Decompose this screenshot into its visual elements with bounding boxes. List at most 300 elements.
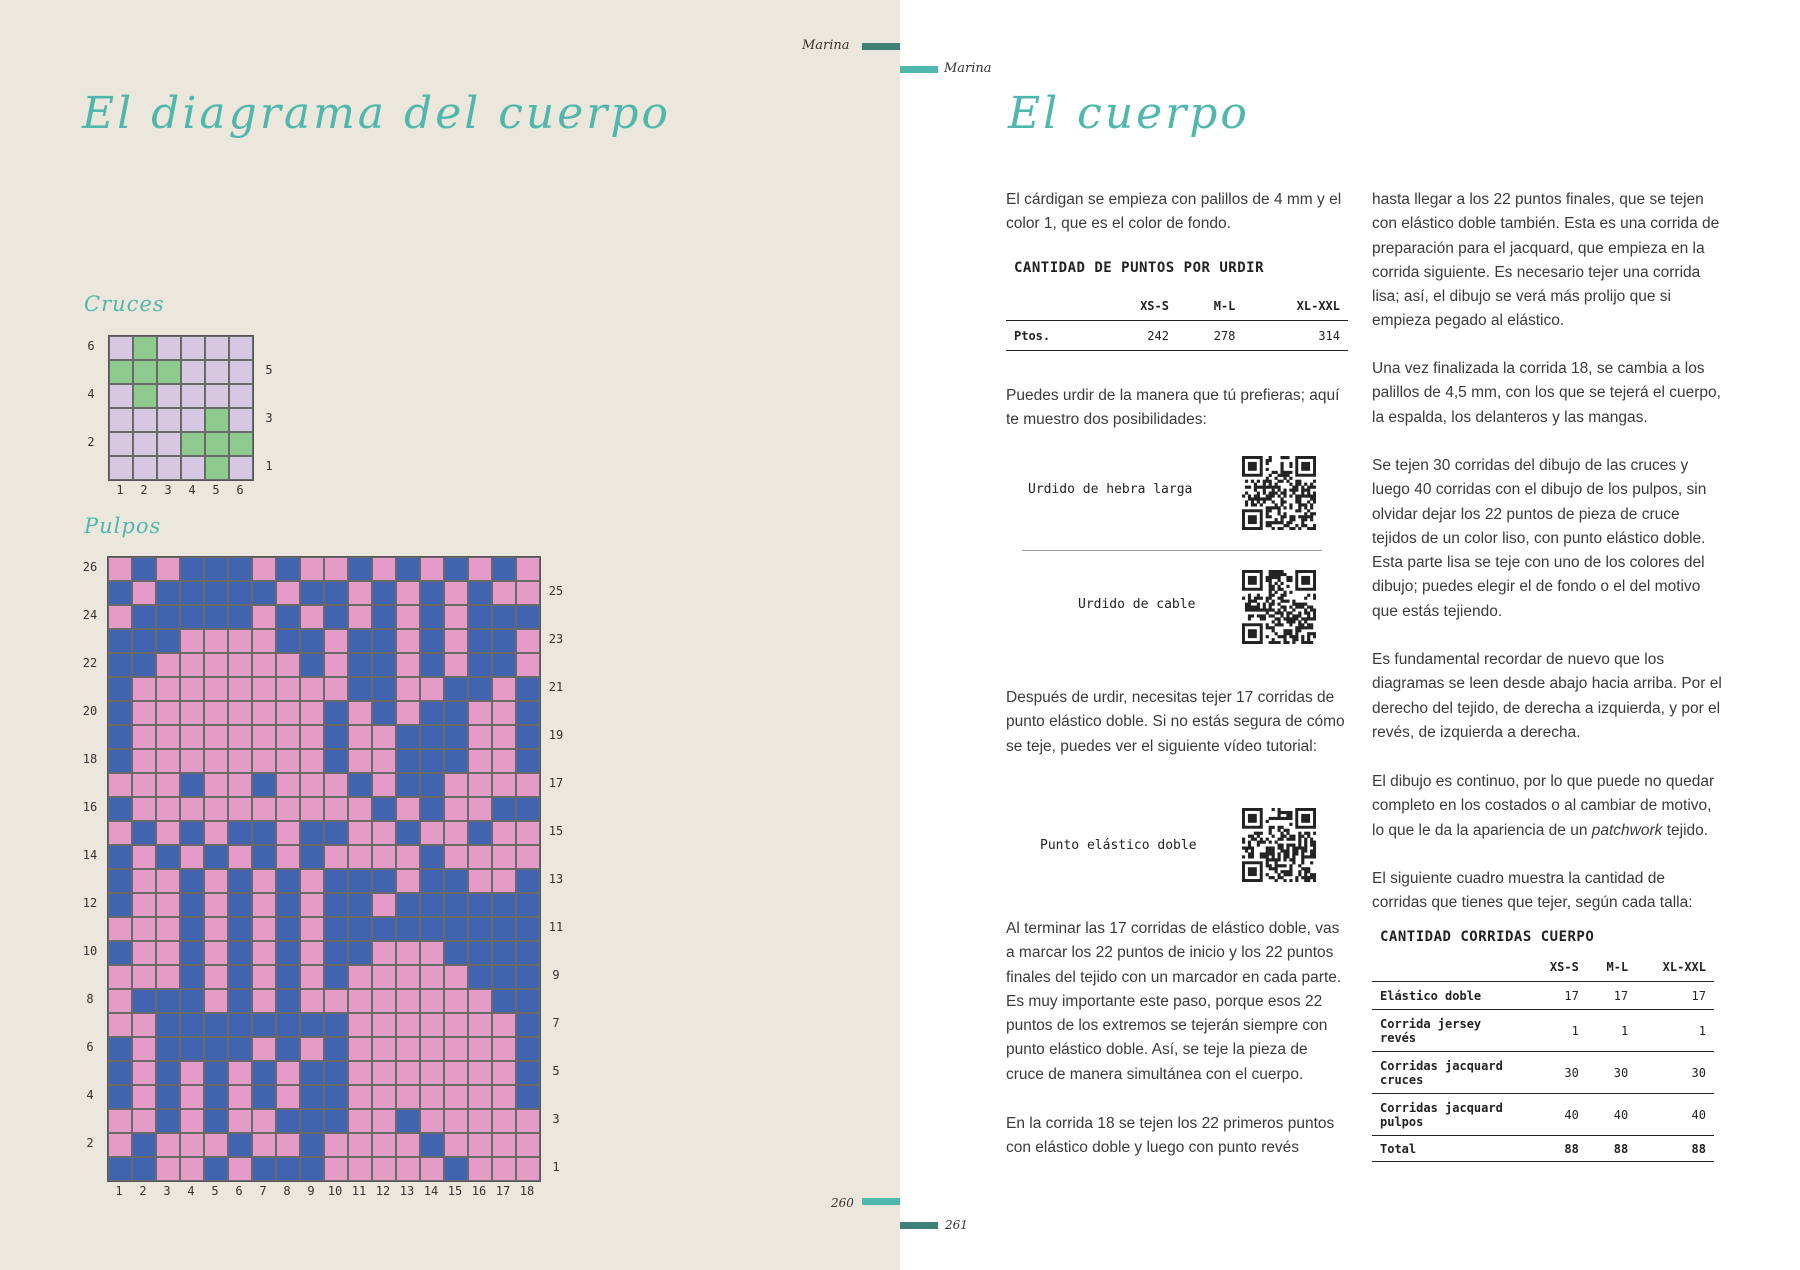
- pulpos-stitch: [252, 1061, 276, 1085]
- pulpos-stitch: [516, 653, 540, 677]
- cruces-stitch: [157, 360, 181, 384]
- cruces-stitch: [133, 432, 157, 456]
- divider: [1022, 550, 1322, 551]
- pulpos-stitch: [300, 653, 324, 677]
- paragraph: Es fundamental recordar de nuevo que los diagramas se leen desde abajo hacia arriba. Por el derecho del tejido, de derecha a izquierda, y por el revés, de izquierda a derecha.: [1372, 651, 1722, 741]
- pulpos-stitch: [180, 1085, 204, 1109]
- row-number: 10: [82, 944, 98, 958]
- pulpos-stitch: [444, 1085, 468, 1109]
- row-number: 23: [548, 632, 564, 646]
- page-title: El diagrama del cuerpo: [82, 88, 671, 139]
- pulpos-stitch: [180, 677, 204, 701]
- pulpos-stitch: [420, 941, 444, 965]
- pulpos-stitch: [132, 845, 156, 869]
- pulpos-stitch: [132, 677, 156, 701]
- table-header: XS-S: [1549, 960, 1579, 974]
- pulpos-stitch: [228, 581, 252, 605]
- pulpos-stitch: [252, 701, 276, 725]
- pulpos-stitch: [324, 965, 348, 989]
- pulpos-stitch: [396, 1109, 420, 1133]
- pulpos-stitch: [300, 941, 324, 965]
- pulpos-stitch: [492, 1085, 516, 1109]
- running-head: Marina: [802, 38, 850, 53]
- pulpos-stitch: [204, 1061, 228, 1085]
- pulpos-stitch: [444, 773, 468, 797]
- pulpos-stitch: [468, 725, 492, 749]
- pulpos-stitch: [228, 1133, 252, 1157]
- cruces-stitch: [229, 408, 253, 432]
- pulpos-stitch: [204, 557, 228, 581]
- pulpos-stitch: [444, 557, 468, 581]
- pulpos-stitch: [156, 1157, 180, 1181]
- cruces-stitch: [109, 384, 133, 408]
- pulpos-stitch: [468, 821, 492, 845]
- pulpos-stitch: [396, 989, 420, 1013]
- pulpos-stitch: [276, 797, 300, 821]
- pulpos-stitch: [420, 557, 444, 581]
- pulpos-stitch: [516, 629, 540, 653]
- pulpos-stitch: [180, 629, 204, 653]
- pulpos-stitch: [228, 941, 252, 965]
- pulpos-stitch: [372, 749, 396, 773]
- pulpos-stitch: [180, 869, 204, 893]
- column-number: 3: [164, 483, 172, 497]
- pulpos-stitch: [156, 725, 180, 749]
- cruces-stitch: [157, 336, 181, 360]
- pulpos-stitch: [228, 605, 252, 629]
- pulpos-stitch: [132, 605, 156, 629]
- pulpos-stitch: [156, 581, 180, 605]
- pulpos-stitch: [516, 821, 540, 845]
- pulpos-stitch: [468, 773, 492, 797]
- pulpos-stitch: [348, 869, 372, 893]
- pulpos-stitch: [252, 941, 276, 965]
- running-head-bar: [862, 43, 900, 50]
- pulpos-stitch: [492, 845, 516, 869]
- pulpos-stitch: [180, 1133, 204, 1157]
- cruces-stitch: [109, 336, 133, 360]
- pulpos-stitch: [132, 581, 156, 605]
- pulpos-stitch: [156, 821, 180, 845]
- pulpos-stitch: [204, 989, 228, 1013]
- pulpos-stitch: [204, 1037, 228, 1061]
- pulpos-stitch: [420, 965, 444, 989]
- cruces-grid: [108, 335, 254, 481]
- cruces-stitch: [181, 384, 205, 408]
- pulpos-stitch: [348, 557, 372, 581]
- pulpos-stitch: [444, 893, 468, 917]
- row-label: Elástico doble: [1380, 988, 1482, 1003]
- pulpos-stitch: [156, 653, 180, 677]
- cruces-title: Cruces: [84, 292, 165, 316]
- pulpos-stitch: [324, 605, 348, 629]
- pulpos-stitch: [132, 893, 156, 917]
- row-number: 4: [87, 387, 95, 401]
- pulpos-stitch: [492, 941, 516, 965]
- pulpos-stitch: [204, 653, 228, 677]
- pulpos-stitch: [396, 749, 420, 773]
- pulpos-stitch: [156, 845, 180, 869]
- page-number: 261: [945, 1218, 968, 1232]
- pulpos-stitch: [180, 989, 204, 1013]
- paragraph: El siguiente cuadro muestra la cantidad de corridas que tienes que tejer, según cada talla:: [1372, 870, 1693, 912]
- pulpos-stitch: [468, 845, 492, 869]
- pulpos-stitch: [348, 989, 372, 1013]
- pulpos-stitch: [396, 1157, 420, 1181]
- pulpos-stitch: [348, 773, 372, 797]
- pulpos-stitch: [228, 797, 252, 821]
- qr-code-icon[interactable]: [1242, 808, 1316, 882]
- pulpos-stitch: [156, 917, 180, 941]
- paragraph: Una vez finalizada la corrida 18, se cambia a los palillos de 4,5 mm, con los que se tejerá el cuerpo, la espalda, los delanteros y las mangas.: [1372, 360, 1721, 426]
- row-number: 1: [552, 1160, 560, 1174]
- pulpos-title: Pulpos: [84, 514, 162, 538]
- table-header: XL-XXL: [1662, 960, 1706, 974]
- pulpos-stitch: [276, 1157, 300, 1181]
- cruces-stitch: [109, 456, 133, 480]
- pulpos-stitch: [444, 629, 468, 653]
- pulpos-stitch: [252, 965, 276, 989]
- pulpos-stitch: [396, 1133, 420, 1157]
- pulpos-stitch: [348, 605, 372, 629]
- pulpos-stitch: [492, 965, 516, 989]
- pulpos-stitch: [276, 1061, 300, 1085]
- pulpos-stitch: [180, 941, 204, 965]
- pulpos-stitch: [468, 1013, 492, 1037]
- pulpos-stitch: [420, 1061, 444, 1085]
- pulpos-stitch: [252, 1109, 276, 1133]
- column-number: 17: [495, 1184, 511, 1198]
- pulpos-stitch: [516, 1037, 540, 1061]
- column-number: 7: [259, 1184, 267, 1198]
- pulpos-stitch: [204, 1109, 228, 1133]
- pulpos-stitch: [324, 845, 348, 869]
- cruces-stitch: [181, 408, 205, 432]
- pulpos-stitch: [516, 725, 540, 749]
- column-number: 6: [236, 483, 244, 497]
- pulpos-stitch: [228, 749, 252, 773]
- pulpos-stitch: [204, 845, 228, 869]
- column-number: 1: [115, 1184, 123, 1198]
- pulpos-stitch: [108, 797, 132, 821]
- row-label: Ptos.: [1014, 328, 1051, 343]
- pulpos-stitch: [300, 581, 324, 605]
- pulpos-stitch: [300, 605, 324, 629]
- pulpos-stitch: [372, 989, 396, 1013]
- pulpos-stitch: [372, 725, 396, 749]
- pulpos-stitch: [228, 1061, 252, 1085]
- pulpos-grid: [107, 556, 541, 1182]
- urdir-table: [1006, 292, 1348, 351]
- pulpos-stitch: [516, 893, 540, 917]
- pulpos-stitch: [300, 869, 324, 893]
- pulpos-stitch: [324, 725, 348, 749]
- pulpos-stitch: [180, 749, 204, 773]
- row-number: 20: [82, 704, 98, 718]
- pulpos-stitch: [132, 1157, 156, 1181]
- pulpos-stitch: [468, 1133, 492, 1157]
- pulpos-stitch: [324, 1085, 348, 1109]
- pulpos-stitch: [300, 893, 324, 917]
- pulpos-stitch: [468, 1157, 492, 1181]
- pulpos-stitch: [348, 1085, 372, 1109]
- pulpos-stitch: [108, 653, 132, 677]
- pulpos-stitch: [372, 917, 396, 941]
- pulpos-stitch: [516, 1061, 540, 1085]
- pulpos-stitch: [276, 989, 300, 1013]
- pulpos-stitch: [108, 1037, 132, 1061]
- row-number: 12: [82, 896, 98, 910]
- pulpos-stitch: [348, 941, 372, 965]
- pulpos-stitch: [132, 629, 156, 653]
- pulpos-stitch: [420, 893, 444, 917]
- pulpos-stitch: [516, 1109, 540, 1133]
- pulpos-stitch: [276, 629, 300, 653]
- pulpos-stitch: [252, 605, 276, 629]
- pulpos-stitch: [420, 701, 444, 725]
- pulpos-stitch: [276, 917, 300, 941]
- pulpos-stitch: [132, 701, 156, 725]
- pulpos-stitch: [324, 677, 348, 701]
- pulpos-stitch: [492, 581, 516, 605]
- pulpos-stitch: [132, 1109, 156, 1133]
- pulpos-stitch: [132, 989, 156, 1013]
- pulpos-stitch: [324, 821, 348, 845]
- pulpos-stitch: [156, 1085, 180, 1109]
- column-number: 3: [163, 1184, 171, 1198]
- pulpos-stitch: [180, 1157, 204, 1181]
- right-page: [900, 0, 1800, 1270]
- pulpos-stitch: [420, 917, 444, 941]
- row-number: 17: [548, 776, 564, 790]
- pulpos-stitch: [108, 965, 132, 989]
- pulpos-stitch: [372, 869, 396, 893]
- column-number: 4: [187, 1184, 195, 1198]
- pulpos-stitch: [396, 1013, 420, 1037]
- pulpos-stitch: [420, 1133, 444, 1157]
- pulpos-stitch: [180, 1109, 204, 1133]
- pulpos-stitch: [108, 629, 132, 653]
- pulpos-stitch: [108, 845, 132, 869]
- pulpos-stitch: [468, 605, 492, 629]
- pulpos-stitch: [516, 557, 540, 581]
- pulpos-stitch: [348, 1013, 372, 1037]
- folio-bar: [900, 1222, 938, 1229]
- cruces-stitch: [133, 456, 157, 480]
- qr-label: Urdido de hebra larga: [1028, 482, 1193, 497]
- table-cell: 40: [1564, 1107, 1579, 1122]
- row-number: 6: [86, 1040, 94, 1054]
- row-number: 22: [82, 656, 98, 670]
- pulpos-stitch: [420, 1085, 444, 1109]
- pulpos-stitch: [204, 581, 228, 605]
- row-number: 21: [548, 680, 564, 694]
- pulpos-stitch: [324, 869, 348, 893]
- pulpos-stitch: [180, 821, 204, 845]
- pulpos-stitch: [156, 893, 180, 917]
- running-head-bar: [900, 66, 938, 73]
- pulpos-stitch: [252, 629, 276, 653]
- row-number: 9: [552, 968, 560, 982]
- pulpos-stitch: [516, 989, 540, 1013]
- pulpos-stitch: [420, 797, 444, 821]
- pulpos-stitch: [444, 605, 468, 629]
- pulpos-stitch: [228, 965, 252, 989]
- pulpos-stitch: [516, 917, 540, 941]
- pulpos-stitch: [156, 629, 180, 653]
- table-cell: 30: [1564, 1065, 1579, 1080]
- pulpos-stitch: [372, 1157, 396, 1181]
- table-cell: 1: [1620, 1023, 1629, 1038]
- pulpos-stitch: [300, 797, 324, 821]
- pulpos-stitch: [156, 1109, 180, 1133]
- pulpos-stitch: [492, 797, 516, 821]
- pulpos-stitch: [300, 845, 324, 869]
- pulpos-stitch: [372, 797, 396, 821]
- pulpos-stitch: [252, 677, 276, 701]
- pulpos-stitch: [108, 557, 132, 581]
- pulpos-stitch: [396, 821, 420, 845]
- qr-code-icon[interactable]: [1242, 456, 1316, 530]
- pulpos-stitch: [372, 773, 396, 797]
- pulpos-stitch: [300, 1109, 324, 1133]
- pulpos-stitch: [228, 1109, 252, 1133]
- pulpos-stitch: [108, 1085, 132, 1109]
- row-number: 4: [86, 1088, 94, 1102]
- row-number: 16: [82, 800, 98, 814]
- pulpos-stitch: [492, 629, 516, 653]
- pulpos-stitch: [372, 941, 396, 965]
- pulpos-stitch: [204, 893, 228, 917]
- pulpos-stitch: [444, 1157, 468, 1181]
- cruces-stitch: [157, 384, 181, 408]
- pulpos-stitch: [276, 965, 300, 989]
- column-number: 12: [375, 1184, 391, 1198]
- cruces-stitch: [133, 408, 157, 432]
- pulpos-stitch: [228, 1013, 252, 1037]
- column-number: 6: [235, 1184, 243, 1198]
- row-number: 15: [548, 824, 564, 838]
- pulpos-stitch: [444, 965, 468, 989]
- pulpos-stitch: [204, 941, 228, 965]
- pulpos-stitch: [372, 845, 396, 869]
- pulpos-stitch: [372, 1133, 396, 1157]
- pulpos-stitch: [156, 1133, 180, 1157]
- emphasis: patchwork: [1591, 821, 1663, 839]
- pulpos-stitch: [132, 917, 156, 941]
- row-number: 5: [265, 363, 273, 377]
- pulpos-stitch: [252, 1037, 276, 1061]
- pulpos-stitch: [156, 557, 180, 581]
- pulpos-stitch: [420, 773, 444, 797]
- pulpos-stitch: [108, 677, 132, 701]
- pulpos-stitch: [468, 629, 492, 653]
- pulpos-stitch: [492, 605, 516, 629]
- pulpos-stitch: [228, 1157, 252, 1181]
- pulpos-stitch: [228, 557, 252, 581]
- pulpos-stitch: [156, 965, 180, 989]
- pulpos-stitch: [348, 1157, 372, 1181]
- pulpos-stitch: [324, 629, 348, 653]
- cruces-stitch: [229, 432, 253, 456]
- pulpos-stitch: [276, 869, 300, 893]
- pulpos-stitch: [516, 749, 540, 773]
- column-number: 18: [519, 1184, 535, 1198]
- row-number: 14: [82, 848, 98, 862]
- pulpos-stitch: [252, 845, 276, 869]
- pulpos-stitch: [180, 605, 204, 629]
- pulpos-stitch: [396, 629, 420, 653]
- pulpos-stitch: [396, 725, 420, 749]
- pulpos-stitch: [348, 1133, 372, 1157]
- cruces-stitch: [229, 360, 253, 384]
- cruces-stitch: [205, 432, 229, 456]
- pulpos-stitch: [132, 965, 156, 989]
- pulpos-stitch: [204, 605, 228, 629]
- pulpos-stitch: [132, 557, 156, 581]
- pulpos-stitch: [108, 941, 132, 965]
- table-cell: 17: [1691, 988, 1706, 1003]
- column-number: 2: [139, 1184, 147, 1198]
- pulpos-stitch: [372, 1109, 396, 1133]
- pulpos-stitch: [324, 749, 348, 773]
- pulpos-stitch: [108, 725, 132, 749]
- cruces-stitch: [181, 360, 205, 384]
- pulpos-stitch: [348, 1109, 372, 1133]
- pulpos-stitch: [180, 1037, 204, 1061]
- pulpos-stitch: [204, 917, 228, 941]
- pulpos-stitch: [108, 1061, 132, 1085]
- pulpos-stitch: [204, 677, 228, 701]
- pulpos-stitch: [300, 989, 324, 1013]
- pulpos-stitch: [204, 773, 228, 797]
- pulpos-stitch: [300, 917, 324, 941]
- pulpos-stitch: [420, 1037, 444, 1061]
- cruces-stitch: [205, 408, 229, 432]
- qr-code-icon[interactable]: [1242, 570, 1316, 644]
- pulpos-stitch: [372, 605, 396, 629]
- paragraph: Al terminar las 17 corridas de elástico doble, vas a marcar los 22 puntos de inicio y los 22 puntos finales del tejido con un marcador en cada parte. Es muy importante este paso, porque esos 22 puntos de los extremos se tejerán siempre con punto elástico doble. Así, se teje la pieza de cruce de manera simultánea con el cuerpo.: [1006, 920, 1342, 1083]
- pulpos-stitch: [276, 821, 300, 845]
- pulpos-stitch: [492, 1037, 516, 1061]
- pulpos-stitch: [300, 725, 324, 749]
- pulpos-stitch: [348, 821, 372, 845]
- row-label: Corridas jacquard pulpos: [1380, 1100, 1503, 1129]
- pulpos-stitch: [420, 605, 444, 629]
- pulpos-stitch: [300, 821, 324, 845]
- row-number: 5: [552, 1064, 560, 1078]
- pulpos-stitch: [324, 581, 348, 605]
- pulpos-stitch: [108, 581, 132, 605]
- pulpos-stitch: [372, 965, 396, 989]
- pulpos-stitch: [324, 1109, 348, 1133]
- pulpos-stitch: [132, 821, 156, 845]
- pulpos-stitch: [204, 1157, 228, 1181]
- pulpos-stitch: [468, 581, 492, 605]
- pulpos-stitch: [516, 1157, 540, 1181]
- pulpos-stitch: [492, 557, 516, 581]
- pulpos-stitch: [204, 749, 228, 773]
- pulpos-stitch: [156, 989, 180, 1013]
- pulpos-stitch: [516, 845, 540, 869]
- pulpos-stitch: [396, 941, 420, 965]
- cruces-stitch: [109, 432, 133, 456]
- pulpos-stitch: [300, 1085, 324, 1109]
- cruces-stitch: [109, 408, 133, 432]
- pulpos-stitch: [252, 1133, 276, 1157]
- cruces-stitch: [181, 432, 205, 456]
- pulpos-stitch: [348, 1037, 372, 1061]
